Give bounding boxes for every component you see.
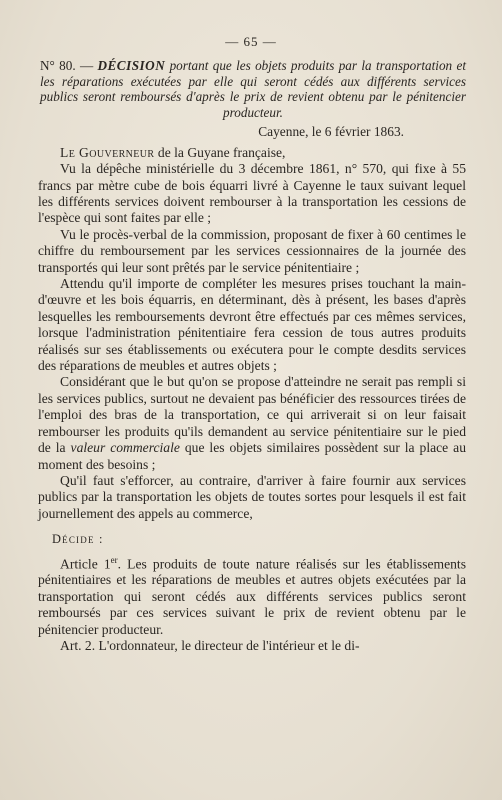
paragraph-attendu: Attendu qu'il importe de compléter les mesures prises touchant la main-d'œuvre et les bois équarris, en déterminant, dès à présent, les bases d'après lesquelles les remboursements devront être effectués par ces mêmes services, lorsque l'administration pénitentiaire fera cession de tous autres produits réalisés sur ses établissements ou exécutera pour le compte desdits services des réparations de meubles et autres objets ; (38, 276, 466, 374)
article-1-lead: Article 1 (60, 556, 111, 572)
paragraph-vu-depeche: Vu la dépêche ministérielle du 3 décembre 1861, n° 570, qui fixe à 55 francs par mètre cube de bois équarri livré à Cayenne le taux suivant lequel les différents services doivent rembourser à la transportation les cessions de l'espèce qui sont faites par elle ; (38, 161, 466, 226)
governor-title: Le Gouverneur (60, 144, 155, 160)
paragraph-considerant (38, 374, 466, 472)
heading-dash: — (75, 58, 98, 73)
article-1-sup: er (110, 554, 118, 565)
document-body (38, 58, 466, 655)
decision-word: DÉCISION (97, 58, 166, 73)
considerant-text-b: que les objets similaires possèdent sur la place au moment des besoins ; (38, 440, 466, 472)
paragraph-governor (38, 145, 466, 161)
paragraph-quil-faut: Qu'il faut s'efforcer, au contraire, d'arriver à faire fournir aux services publics par la transportation les objets de toutes sortes pour lesquels il est fait journellement des appels au commerce, (38, 472, 466, 521)
decision-title: portant que les objets produits par la transportation et les réparations exécutées par elle qui seront cédés aux différents services publics seront remboursés d'après le prix de revient obtenu par le pénitencier producteur. (40, 58, 466, 120)
article-1 (38, 552, 466, 639)
page-number: — 65 — (225, 34, 277, 49)
article-2: Art. 2. L'ordonnateur, le directeur de l'intérieur et le di- (60, 638, 360, 654)
article-1-text: . Les produits de toute nature réalisés sur les établissements pénitentiaires et les réparations de meubles et autres objets exécutées par la transportation qui seront cédés aux différents services publics seront remboursés par ces services suivant le prix de revient obtenu par le pénitencier producteur. (38, 556, 466, 637)
paragraph-vu-proces-verbal: Vu le procès-verbal de la commission, proposant de fixer à 60 centimes le chiffre du remboursement par les services cessionnaires de la journée des transportés qui leur sont prêtés par le service pénitentiaire ; (38, 226, 466, 275)
date-line: Cayenne, le 6 février 1863. (258, 124, 404, 140)
decision-number: N° 80. (40, 58, 76, 73)
considerant-text-a: Considérant que le but qu'on se propose d'atteindre ne serait pas rempli si les services publics, surtout ne devaient pas bénéficier des ressources tirées de l'emploi des bras de la transportation, ce qui arriverait si on leur faisait rembourser les produits qu'ils demandent au service pénitentiaire sur le pied de la (38, 374, 466, 456)
decision-heading (38, 58, 466, 120)
governor-rest: de la Guyane française, (154, 144, 286, 160)
considerant-italic: valeur commerciale (70, 440, 180, 456)
decide-heading: Décide : (52, 532, 104, 547)
